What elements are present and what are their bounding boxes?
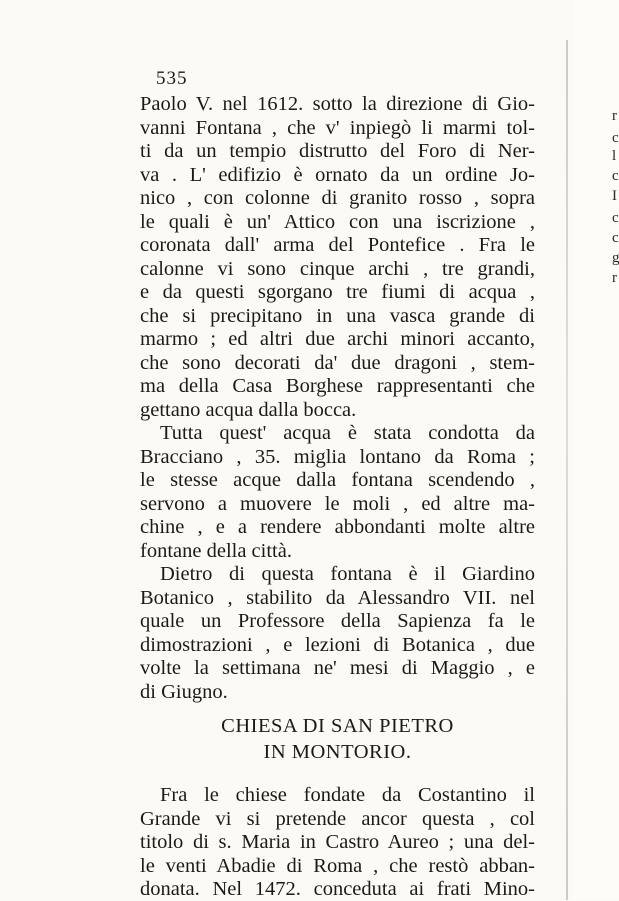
text-line: Fra le chiese fondate da Costantino il	[160, 784, 535, 806]
edge-char: c	[612, 130, 619, 146]
text-line: ma della Casa Borghese rappresentanti che	[140, 375, 535, 397]
edge-char: l	[612, 148, 617, 164]
text-line: Bracciano , 35. miglia lontano da Roma ;	[140, 445, 535, 468]
text-line: titolo di s. Maria in Castro Aureo ; una del-	[140, 831, 535, 853]
text-line: che si precipitano in una vasca grande di	[140, 304, 535, 327]
section-heading: CHIESA DI SAN PIETRO	[221, 715, 454, 737]
edge-char: c	[612, 210, 619, 226]
text-line: Grande vi si pretende ancor questa , col	[140, 807, 535, 830]
text-line: chine , e a rendere abbondanti molte altre	[140, 516, 535, 538]
text-line: donata. Nel 1472. conceduta ai frati Mino-	[140, 878, 535, 900]
section-heading: IN MONTORIO.	[263, 741, 412, 763]
text-line: Tutta quest' acqua è stata condotta da	[160, 422, 535, 444]
text-line: Paolo V. nel 1612. sotto la direzione di Gio-	[140, 93, 535, 115]
text-line: di Giugno.	[140, 680, 228, 703]
text-line: vanni Fontana , che v' inpiegò li marmi tol-	[140, 116, 535, 139]
text-line: le quali è un' Attico con una iscrizione ,	[140, 210, 535, 233]
text-line: e da questi sgorgano tre fiumi di acqua ,	[140, 281, 535, 303]
page-number: 535	[156, 68, 188, 89]
edge-char: r	[612, 270, 617, 286]
text-line: Botanico , stabilito da Alessandro VII. nel	[140, 586, 535, 609]
text-line: coronata dall' arma del Pontefice . Fra le	[140, 234, 535, 256]
edge-char: c	[612, 168, 619, 184]
text-line: dimostrazioni , e lezioni di Botanica , due	[140, 633, 535, 656]
text-line: gettano acqua dalla bocca.	[140, 398, 357, 421]
text-line: ti da un tempio distrutto del Foro di Ner-	[140, 140, 535, 162]
text-line: le venti Abadie di Roma , che restò abban-	[140, 854, 535, 877]
text-line: Dietro di questa fontana è il Giardino	[160, 563, 535, 585]
edge-char: I	[612, 188, 617, 204]
page-gutter-line	[566, 40, 568, 900]
text-line: fontane della città.	[140, 539, 292, 562]
text-line: marmo ; ed altri due archi minori accanto,	[140, 328, 535, 350]
text-line: servono a muovere le moli , ed altre ma-	[140, 492, 535, 515]
text-line: va . L' edifizio è ornato da un ordine Jo-	[140, 163, 535, 186]
text-line: le stesse acque dalla fontana scendendo ,	[140, 469, 535, 491]
text-line: calonne vi sono cinque archi , tre grandi,	[140, 257, 535, 280]
text-line: quale un Professore della Sapienza fa le	[140, 610, 535, 632]
edge-char: r	[612, 108, 617, 124]
text-line: nico , con colonne di granito rosso , sopra	[140, 187, 535, 209]
text-line: volte la settimana ne' mesi di Maggio , e	[140, 657, 535, 679]
edge-char: g	[612, 250, 619, 266]
text-line: che sono decorati da' due dragoni , stem-	[140, 351, 535, 374]
facing-page-edge	[572, 0, 619, 900]
edge-char: c	[612, 230, 619, 246]
